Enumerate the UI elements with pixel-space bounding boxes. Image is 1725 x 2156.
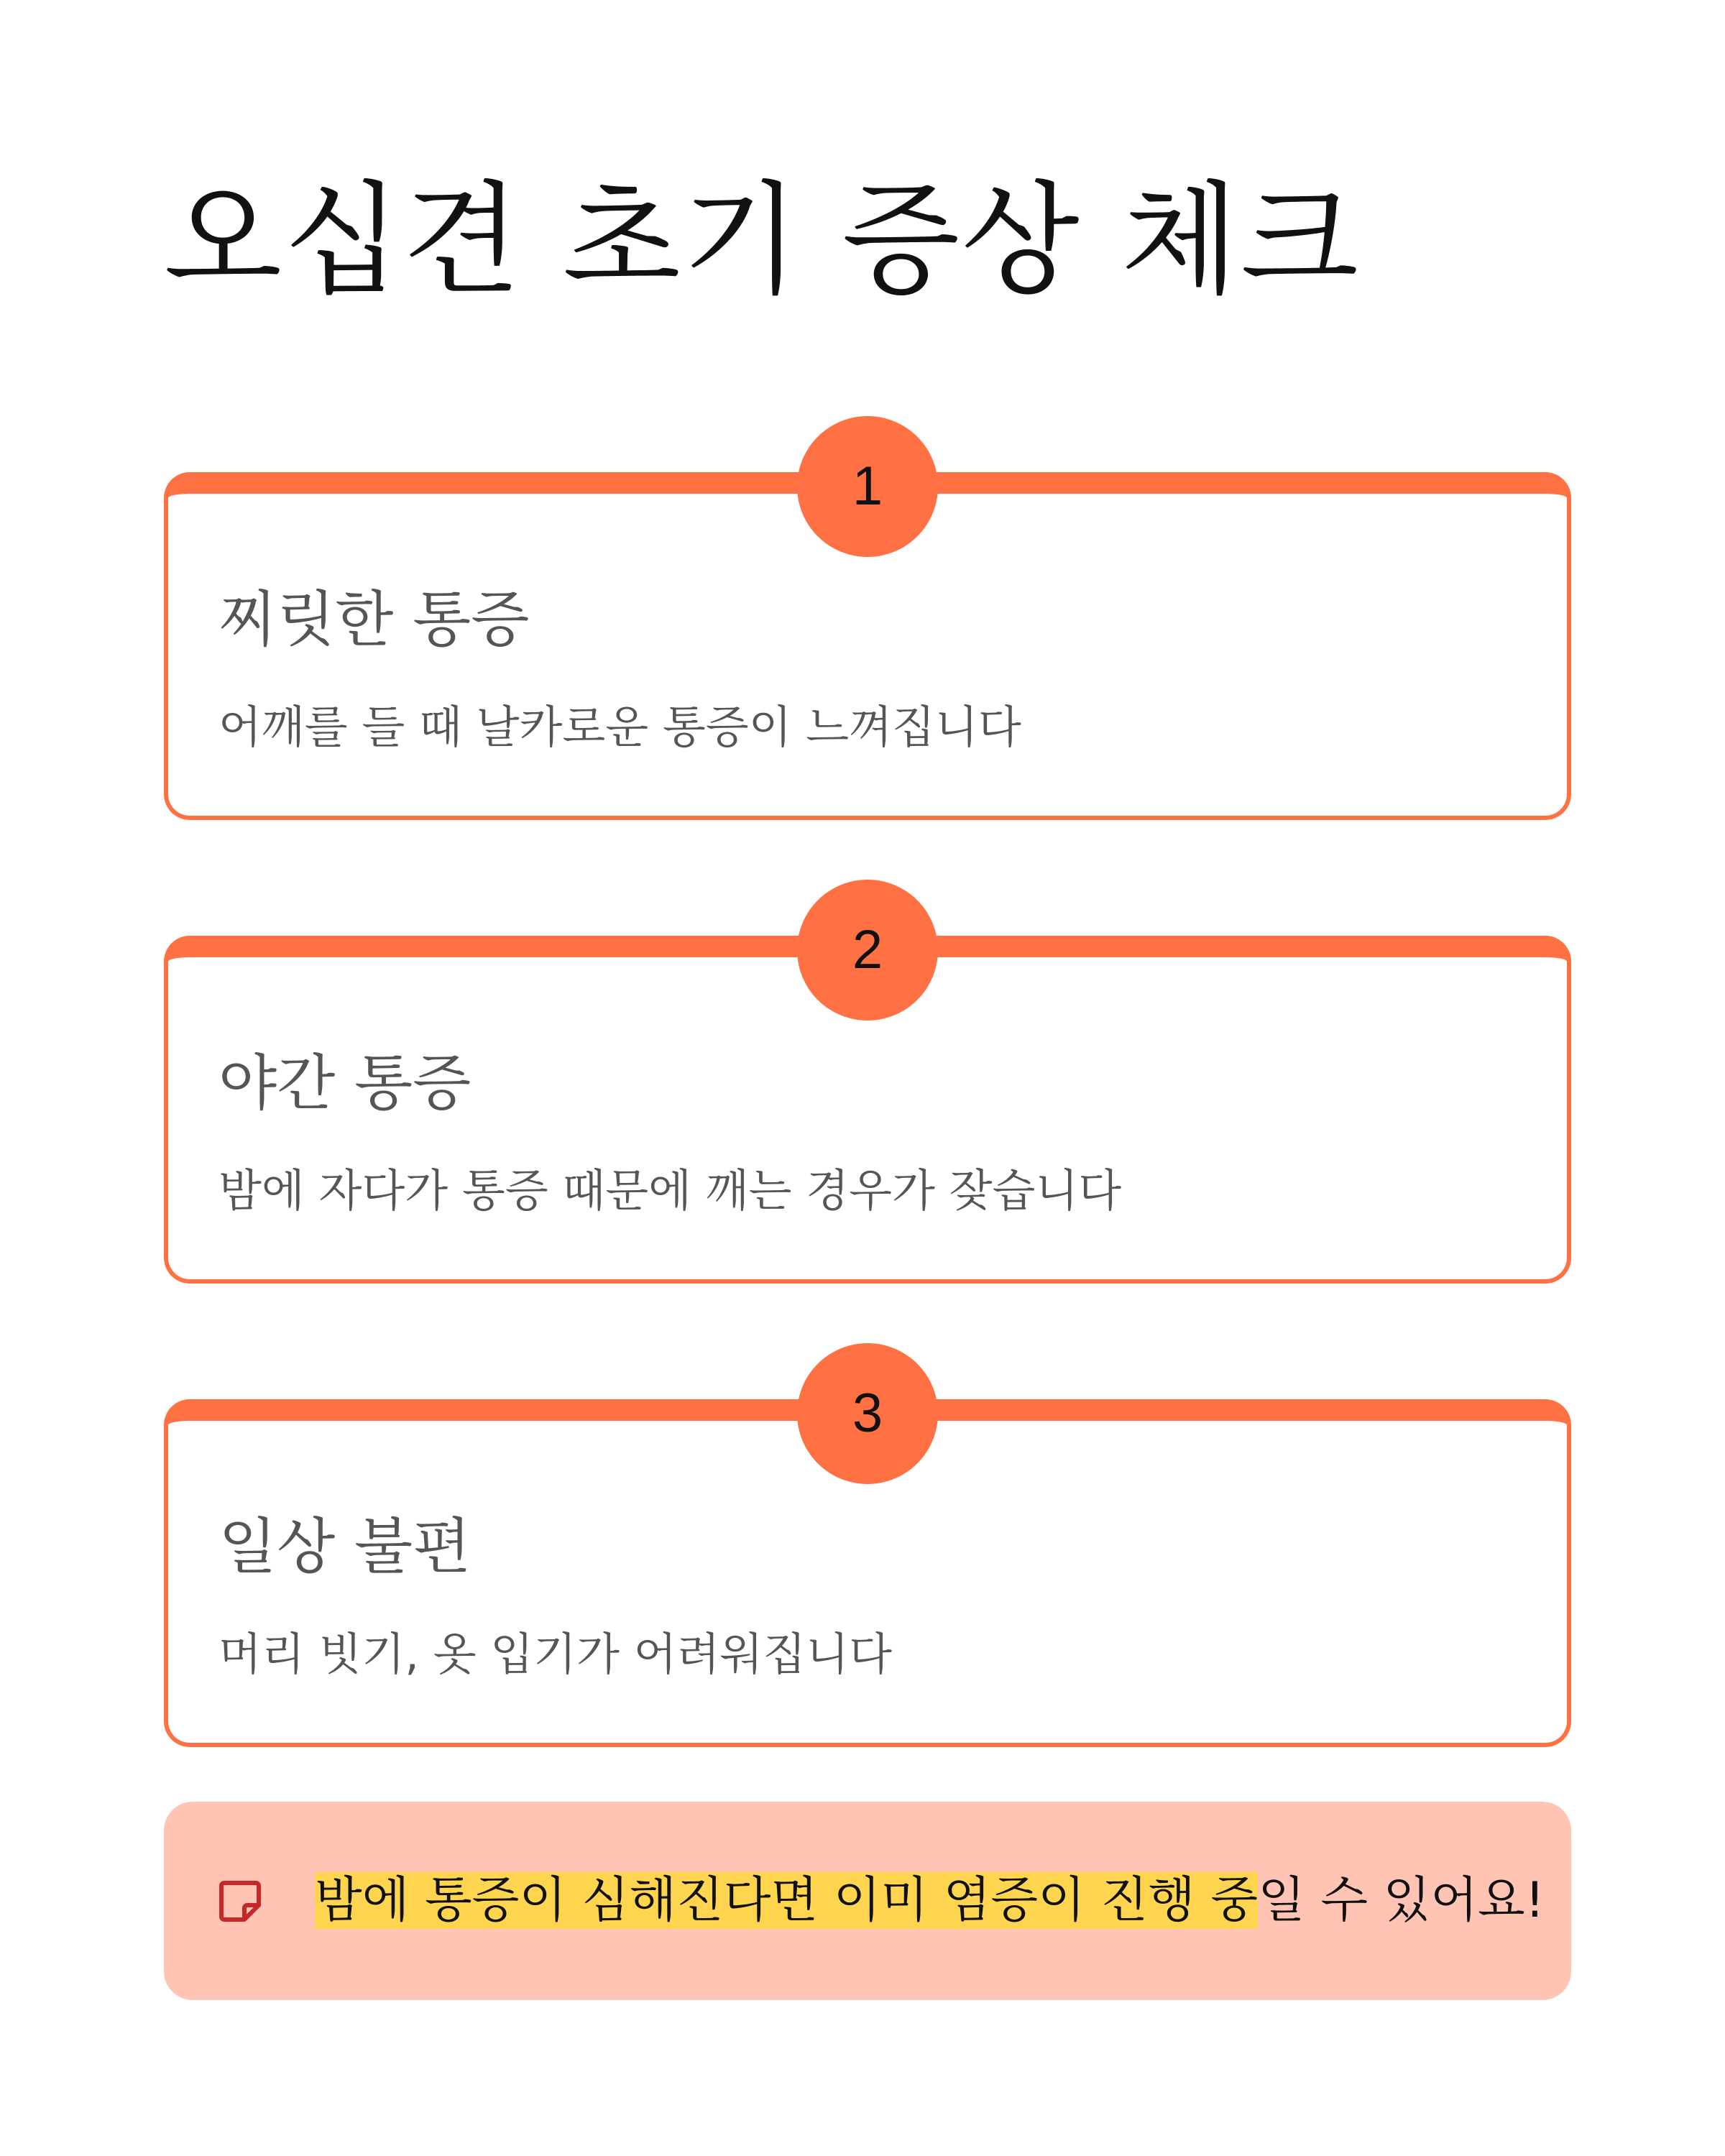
step-number-badge: 1 xyxy=(797,416,938,557)
warning-note-text xyxy=(315,1865,1545,1937)
symptom-title: 야간 통증 xyxy=(218,1048,472,1118)
step-number-badge: 3 xyxy=(797,1343,938,1484)
warning-note xyxy=(164,1802,1571,2000)
step-number-badge: 2 xyxy=(797,880,938,1021)
page-title: 오십견 초기 증상 체크 xyxy=(164,170,1361,312)
sticky-note-icon xyxy=(218,1879,262,1922)
symptom-description: 어깨를 들 때 날카로운 통증이 느껴집니다 xyxy=(218,701,1021,753)
highlighted-text: 밤에 통증이 심해진다면 이미 염증이 진행 중 xyxy=(315,1872,1259,1929)
symptom-description: 밤에 자다가 통증 때문에 깨는 경우가 잦습니다 xyxy=(218,1164,1122,1217)
symptom-card-1 xyxy=(164,456,1571,820)
symptom-card-3 xyxy=(164,1383,1571,1747)
symptom-title: 찌릿한 통증 xyxy=(218,584,530,655)
symptom-title: 일상 불편 xyxy=(218,1511,472,1582)
note-rest-text: 일 수 있어요! xyxy=(1258,1872,1545,1929)
symptom-description: 머리 빗기, 옷 입기가 어려워집니다 xyxy=(218,1628,893,1680)
symptom-card-2 xyxy=(164,919,1571,1284)
